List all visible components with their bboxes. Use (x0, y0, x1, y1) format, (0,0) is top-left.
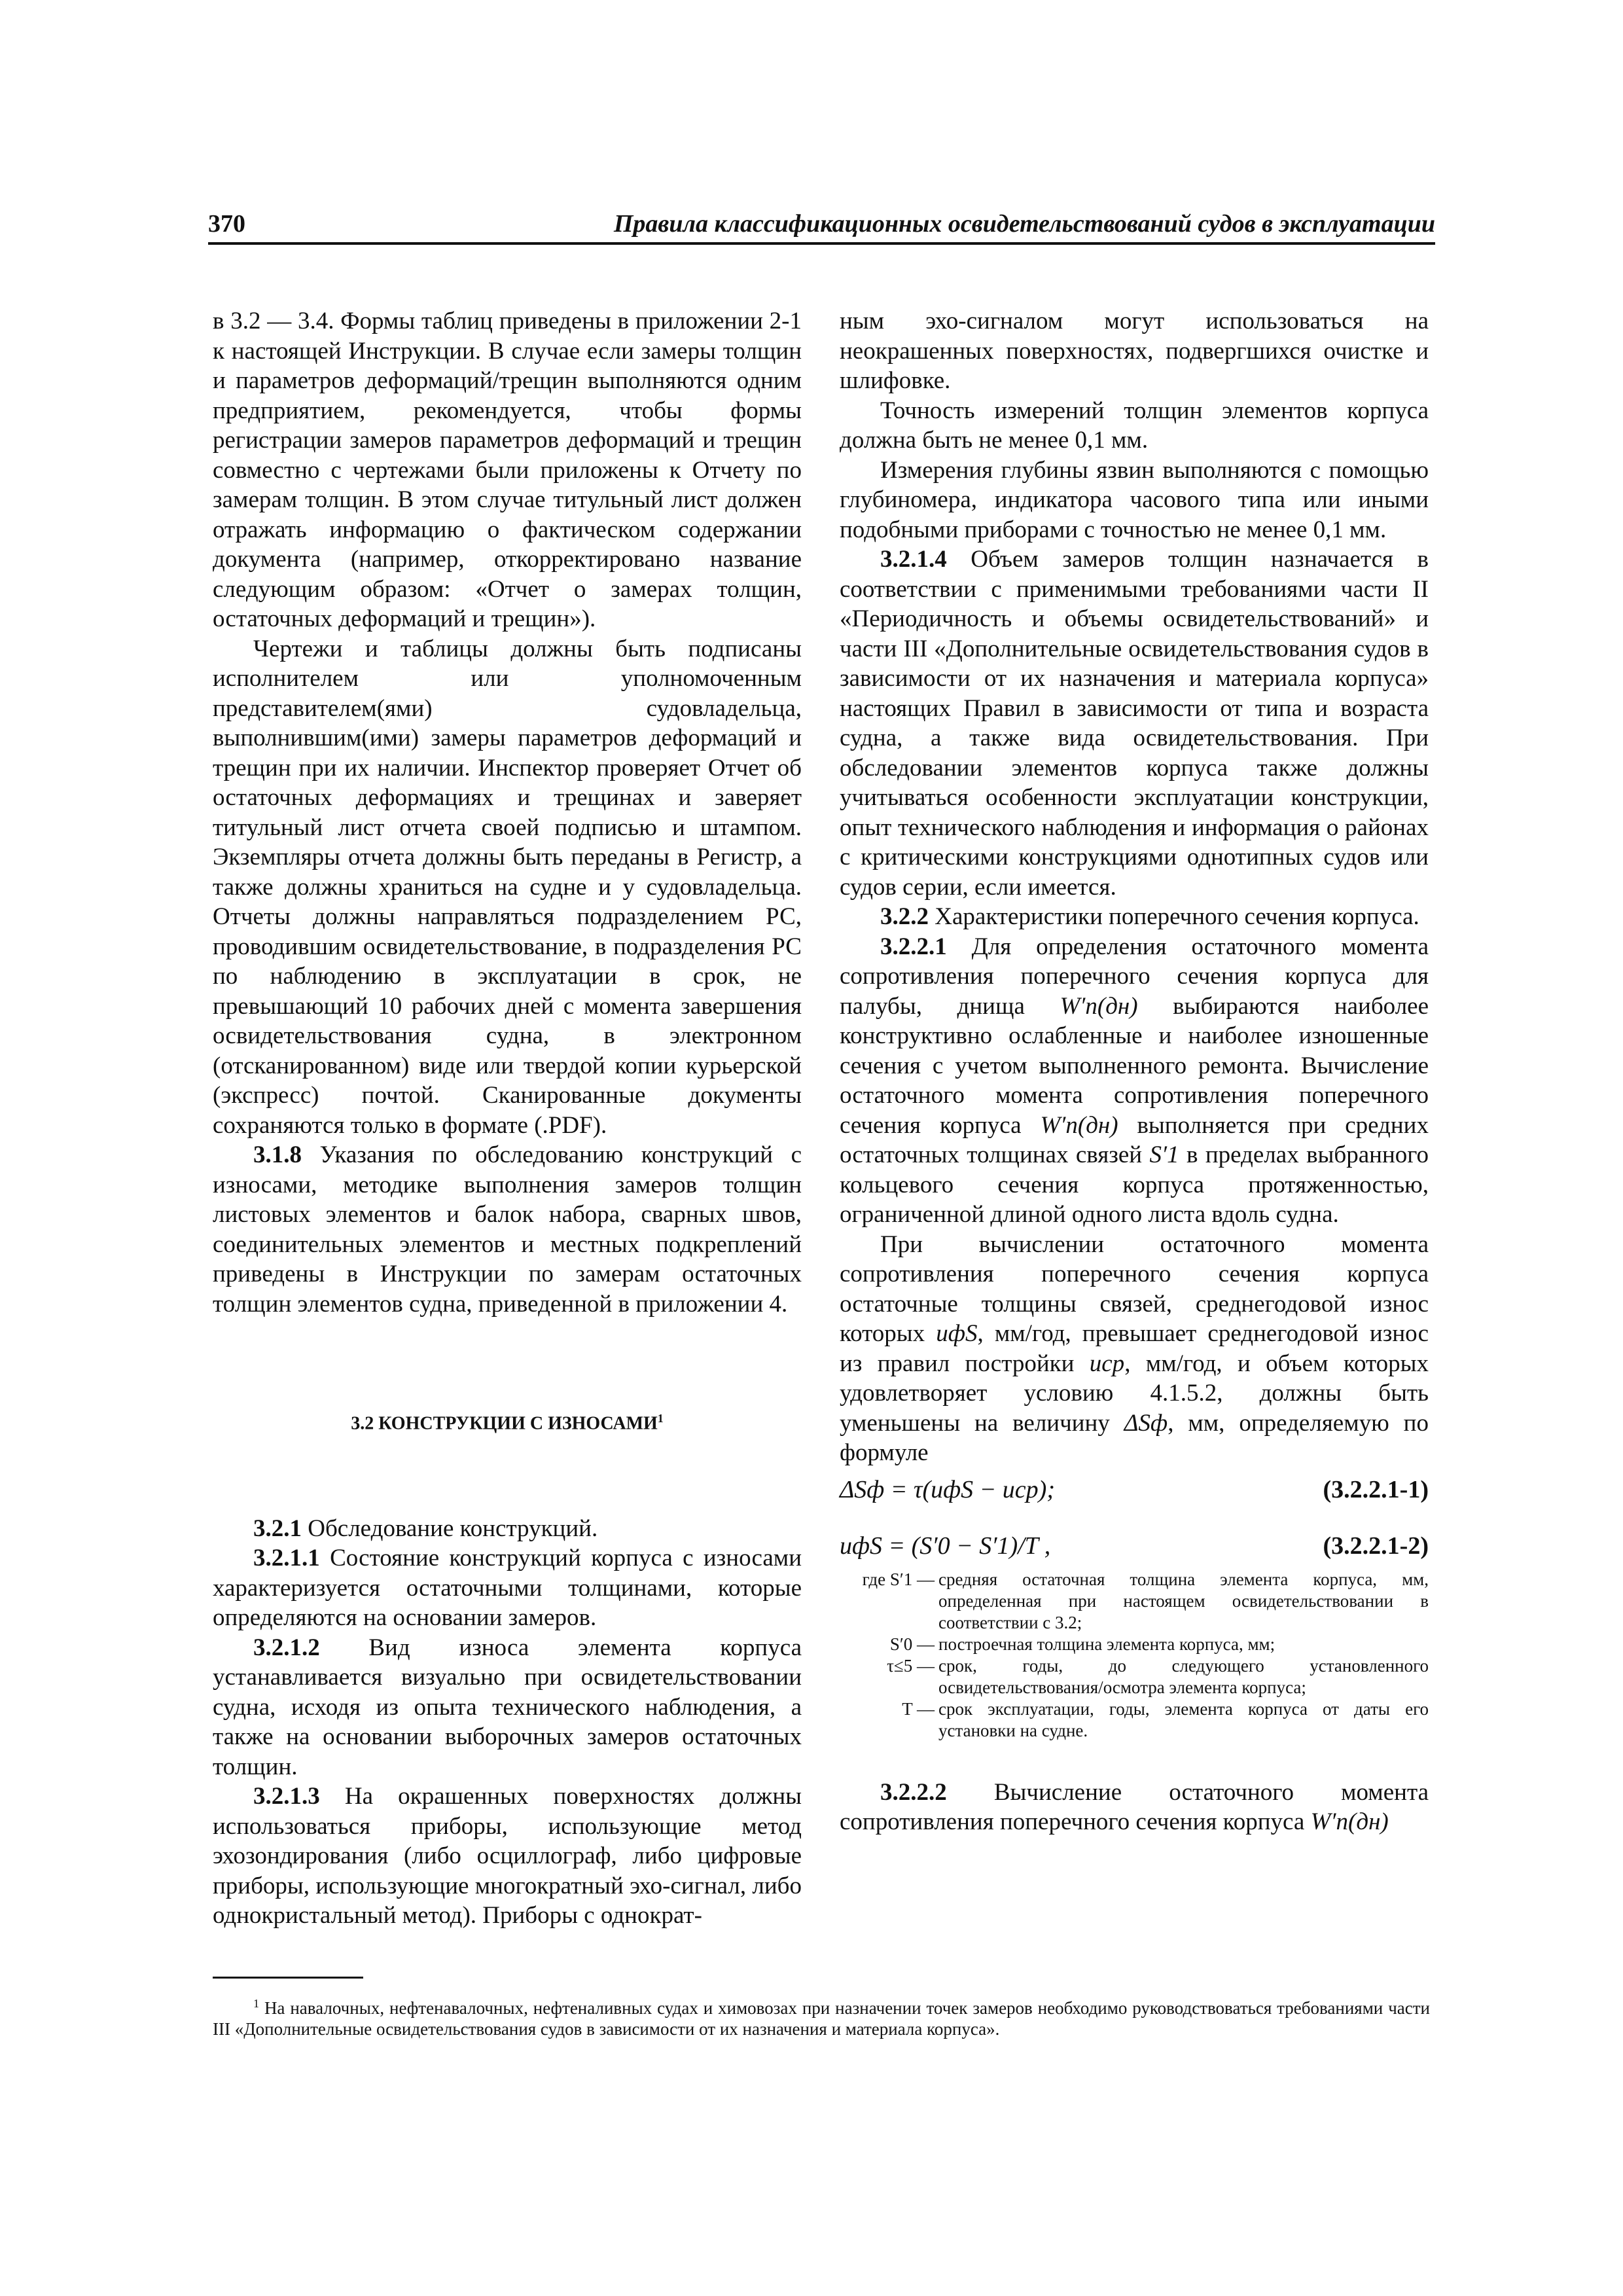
paragraph: Чертежи и таблицы должны быть подписаны исполнителем или уполномоченным представителем(ями) судовладельца, выполнившим(ими) замеры параметров деформаций и трещин при их наличии. Инспектор проверяет Отчет об остаточных деформациях и трещинах и заверяет титульный лист отчета своей подписью и штампом. Экземпляры отчета должны быть переданы в Регистр, а также должны храниться на судне и у судовладельца. Отчеты должны направляться подразделением РС, проводившим освидетельствование, в подразделения РС по наблюдению в эксплуатации в срок, не превышающий 10 рабочих дней с момента завершения освидетельствования судна, в электронном (отсканированном) виде или твердой копии курьерской (экспресс) почтой. Сканированные документы сохраняются только в формате (.PDF). (213, 635, 802, 1139)
footnote-divider (213, 1977, 363, 1979)
paragraph (840, 902, 1429, 932)
paragraph-text: При вычислении остаточного момента сопротивления поперечного сечения корпуса остаточные толщины связей, среднегодовой износ которых (840, 1230, 1429, 1347)
paragraph-text: Для определения остаточного момента сопротивления поперечного сечения корпуса для палубы, днища (840, 933, 1429, 1020)
paragraph-text: , мм/год, и объем которых удовлетворяет условию 4.1.5.2, должны быть уменьшены на величину (840, 1350, 1429, 1437)
math-symbol: W′п(дн) (1040, 1111, 1118, 1139)
paragraph: ным эхо-сигналом могут использоваться на неокрашенных поверхностях, подвергшихся очистке и шлифовке. (840, 308, 1429, 394)
math-symbol: W′п(дн) (1310, 1808, 1389, 1835)
paragraph-text: в пределах выбранного кольцевого сечения корпуса протяженностью, ограниченной длиной одного листа вдоль судна. (840, 1141, 1429, 1228)
paragraph-text: , мм, определяемую по формуле (840, 1409, 1429, 1466)
page-number: 370 (208, 210, 245, 238)
formula-expression: ΔSф = τ(uфS − uср); (840, 1475, 1055, 1503)
math-symbol: ΔSф (1124, 1409, 1168, 1437)
paragraph: в 3.2 — 3.4. Формы таблиц приведены в приложении 2-1 к настоящей Инструкции. В случае если замеры толщин и параметров деформаций/трещин выполняются одним предприятием, рекомендуется, чтобы формы регистрации замеров параметров деформаций и трещин совместно с чертежами были приложены к Отчету по замерам толщин. В этом случае титульный лист должен отражать информацию о фактическом содержании документа (например, откорректировано название следующим образом: «Отчет о замерах толщин, остаточных деформаций и трещин»). (213, 308, 802, 632)
paragraph-text: выбираются наиболее конструктивно ослабленные и наиболее изношенные сечения с учетом выполненного ремонта. Вычисление остаточного момента сопротивления поперечного сечения корпуса (840, 992, 1429, 1139)
paragraph (213, 1514, 802, 1544)
section-heading (213, 1404, 802, 1439)
paragraph (213, 1633, 802, 1782)
section-heading-text: 3.2 КОНСТРУКЦИИ С ИЗНОСАМИ (351, 1413, 658, 1434)
clause-number: 3.2.2.2 (880, 1778, 947, 1806)
formula (840, 1531, 1429, 1561)
math-symbol: uср (1089, 1350, 1125, 1377)
paragraph (213, 1782, 802, 1931)
footnote-ref: 1 (657, 1412, 664, 1425)
definition-text: срок эксплуатации, годы, элемента корпуса от даты его установки на судне. (938, 1698, 1429, 1740)
paragraph-text: Характеристики поперечного сечения корпуса. (929, 903, 1419, 930)
paragraph (840, 1778, 1429, 1837)
footnote (213, 1993, 1430, 2039)
clause-number: 3.2.1.1 (253, 1545, 320, 1572)
paragraph-text: Вычисление остаточного момента сопротивления поперечного сечения корпуса (840, 1778, 1429, 1835)
clause-number: 3.2.1.2 (253, 1634, 320, 1661)
paragraph-text: Указания по обследованию конструкций с износами, методике выполнения замеров толщин листовых элементов и балок набора, сварных швов, соединительных элементов и местных подкреплений приведены в Инструкции по замерам остаточных толщин элементов судна, приведенной в приложении 4. (213, 1141, 802, 1318)
clause-number: 3.1.8 (253, 1141, 302, 1168)
left-column (213, 306, 802, 1931)
math-symbol: uфS (936, 1320, 978, 1347)
footnote-mark: 1 (253, 1997, 259, 2010)
page-header (208, 203, 1435, 245)
formula-number: (3.2.2.1-1) (1323, 1475, 1429, 1503)
paragraph (840, 932, 1429, 1230)
paragraph (213, 1543, 802, 1633)
clause-number: 3.2.1.3 (253, 1783, 320, 1810)
definition-text: построечная толщина элемента корпуса, мм; (938, 1634, 1275, 1654)
definition-symbol: T — (902, 1698, 935, 1719)
formula (840, 1475, 1429, 1505)
clause-number: 3.2.1.4 (880, 546, 947, 573)
right-column (840, 306, 1429, 1837)
clause-number: 3.2.2 (880, 903, 929, 930)
formula-expression: uфS = (S′0 − S′1)/T , (840, 1532, 1051, 1560)
definition-row (840, 1634, 1429, 1655)
definition-symbol: S′0 — (889, 1634, 935, 1654)
footnote-text: На навалочных, нефтенавалочных, нефтеналивных судах и химовозах при назначении точек замеров необходимо руководствоваться требованиями части III «Дополнительные освидетельствования судов в зависимости от их назначения и материала корпуса». (213, 1998, 1430, 2039)
clause-number: 3.2.1 (253, 1515, 302, 1542)
paragraph-text: Обследование конструкций. (302, 1515, 598, 1542)
definition-row (840, 1655, 1429, 1698)
paragraph-text: выполняется при средних остаточных толщинах связей (840, 1111, 1429, 1168)
paragraph: Точность измерений толщин элементов корпуса должна быть не менее 0,1 мм. (840, 397, 1429, 454)
paragraph (213, 1140, 802, 1319)
definition-text: средняя остаточная толщина элемента корпуса, мм, определенная при настоящем освидетельствовании в соответствии с 3.2; (938, 1569, 1429, 1632)
definition-symbol: где S′1 — (862, 1569, 935, 1589)
definition-symbol: τ≤5 — (887, 1655, 935, 1676)
definition-text: срок, годы, до следующего установленного освидетельствования/осмотра элемента корпуса; (938, 1655, 1429, 1697)
paragraph-text: Состояние конструкций корпуса с износами характеризуется остаточными толщинами, которые определяются на основании замеров. (213, 1545, 802, 1632)
math-symbol: S′1 (1149, 1141, 1179, 1168)
math-symbol: W′п(дн) (1060, 992, 1138, 1020)
paragraph (840, 545, 1429, 902)
definition-row (840, 1698, 1429, 1742)
paragraph: Измерения глубины язвин выполняются с помощью глубиномера, индикатора часового типа или иными подобными приборами с точностью не менее 0,1 мм. (840, 456, 1429, 543)
clause-number: 3.2.2.1 (880, 933, 947, 960)
paragraph-text: Вид износа элемента корпуса устанавливается визуально при освидетельствовании судна, исходя из опыта технического наблюдения, а также на основании выборочных замеров остаточных толщин. (213, 1634, 802, 1780)
paragraph-text: Объем замеров толщин назначается в соответствии с применимыми требованиями части II «Периодичность и объемы освидетельствований» и части III «Дополнительные освидетельствования судов в зависимости от их назначения и материала корпуса» настоящих Правил в зависимости от типа и возраста судна, а также вида освидетельствования. При обследовании элементов корпуса также должны учитываться особенности эксплуатации конструкции, опыт технического наблюдения и информация о районах с критическими конструкциями однотипных судов или судов серии, если имеется. (840, 546, 1429, 901)
symbol-definitions (840, 1569, 1429, 1742)
paragraph-text: На окрашенных поверхностях должны использоваться приборы, использующие метод эхозондирования (либо осциллограф, либо цифровые приборы, использующие многократный эхо-сигнал, либо однокристальный метод). Приборы с однократ- (213, 1783, 802, 1929)
paragraph (840, 1230, 1429, 1468)
running-title: Правила классификационных освидетельствований судов в эксплуатации (613, 210, 1435, 238)
paragraph-text: , мм/год, превышает среднегодовой износ из правил постройки (840, 1320, 1429, 1377)
formula-number: (3.2.2.1-2) (1323, 1532, 1429, 1560)
definition-row (840, 1569, 1429, 1634)
